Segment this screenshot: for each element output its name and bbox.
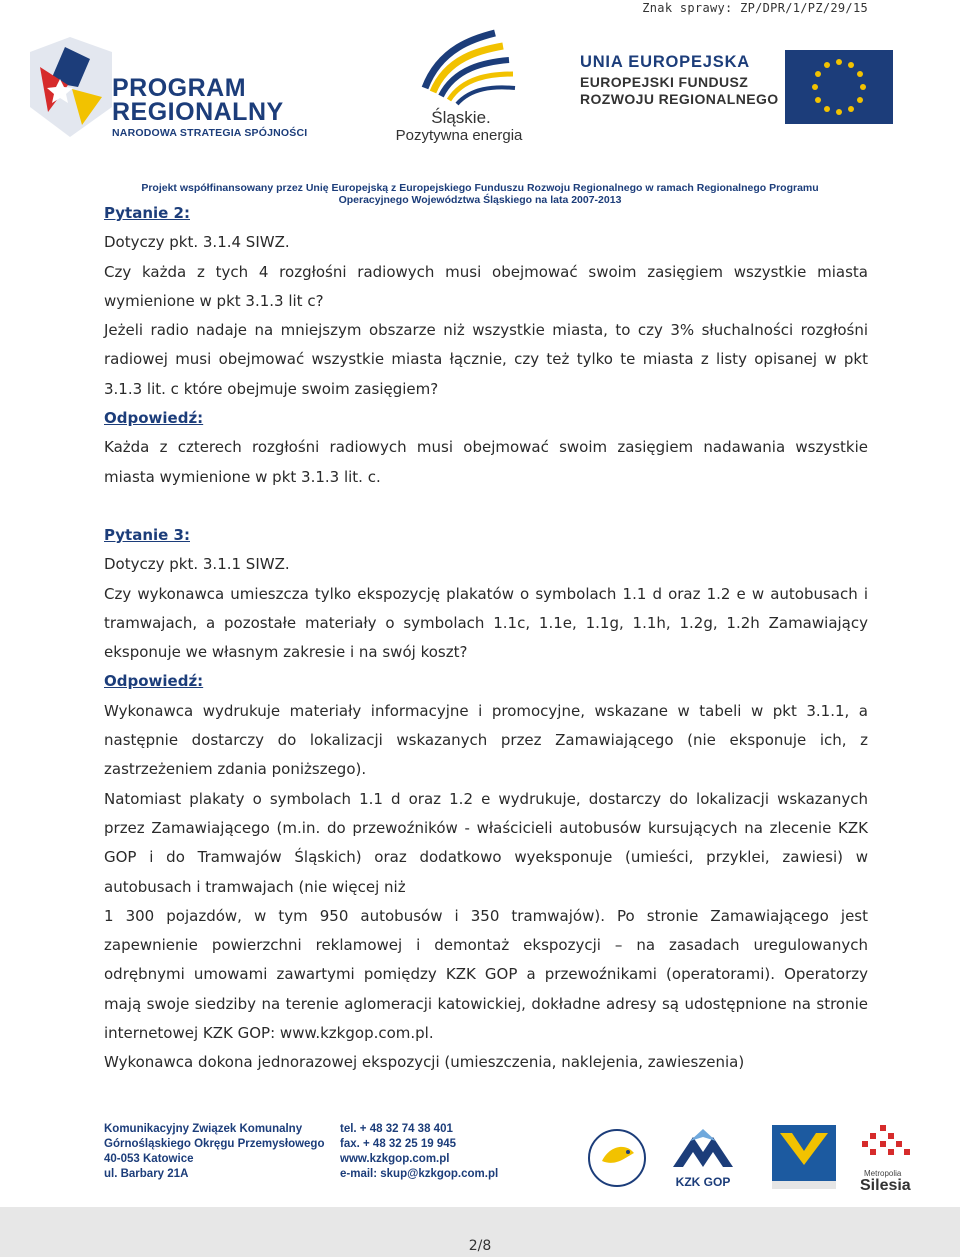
- q3-answer-p2b: 1 300 pojazdów, w tym 950 autobusów i 350 tramwajów). Po stronie Zamawiającego jest zapewnienie powierzchni reklamowej i demontaż ekspozycji – na zasadach uregulowanych odrębnymi umowami zawartymi pomiędzy KZK GOP a przewoźnikami (operatorami). Operatorzy mają swoje siedziby na terenie aglomeracji katowickiej, dokładne adresy są udostępnione na stronie internetowej KZK GOP: www.kzkgop.com.pl.: [104, 906, 868, 1043]
- org-city: 40-053 Katowice: [104, 1153, 194, 1165]
- eu-flag-icon: [785, 50, 893, 124]
- slaskie-wave-icon: [385, 28, 535, 108]
- q2-question-p2: Jeżeli radio nadaje na mniejszym obszarze niż wszystkie miasta, to czy 3% słuchalności rozgłośni radiowej musi obejmować wszystkie miasta łącznie, czy też tylko te miasta z listy opisanej w pkt 3.1.3 lit. c które obejmuje swoim zasięgiem?: [104, 321, 868, 398]
- fax: fax. + 48 32 25 19 945: [340, 1138, 457, 1150]
- kzk-gop-logo: [668, 1127, 738, 1189]
- po-subtitle: NARODOWA STRATEGIA SPÓJNOŚCI: [112, 127, 308, 139]
- q2-answer: Każda z czterech rozgłośni radiowych musi obejmować swoim zasięgiem nadawania wszystkie miasta wymienione w pkt 3.1.3 lit. c.: [104, 438, 868, 486]
- program-regionalny-logo: [30, 42, 330, 142]
- metropolia-silesia-logo: [850, 1125, 920, 1195]
- eu-fund-line1: EUROPEJSKI FUNDUSZ: [580, 74, 749, 90]
- website-link[interactable]: www.kzkgop.com.pl: [340, 1153, 450, 1165]
- org-name-2: Górnośląskiego Okręgu Przemysłowego: [104, 1138, 325, 1150]
- po-title-1: PROGRAM: [112, 74, 247, 102]
- page-number: 2/8: [468, 1238, 492, 1254]
- metropolia-grid-icon: [860, 1125, 910, 1165]
- cofunding-line-2: Operacyjnego Województwa Śląskiego na lata 2007-2013: [338, 194, 622, 206]
- kzk-address: [104, 1122, 324, 1182]
- kzk-gop-icon: [668, 1127, 738, 1169]
- slaskie-logo: [380, 28, 540, 143]
- slaska-karta-logo: [582, 1123, 652, 1193]
- cofunding-line-1: Projekt współfinansowany przez Unię Europejską z Europejskiego Funduszu Rozwoju Regionalnego w ramach Regionalnego Programu: [141, 182, 819, 194]
- q3-answer-p2a: Natomiast plakaty o symbolach 1.1 d oraz 1.2 e wydrukuje, dostarczy do lokalizacji wskazanych przez Zamawiającego (m.in. do przewoźników - właścicieli autobusów kursujących na zlecenie KZK GOP i do Tramwajów Śląskich) oraz dodatkowo wyeksponuje (umieści, przyklei, zawiesi) w autobusach i tramwajach (nie więcej niż: [104, 789, 868, 896]
- page-header: [0, 20, 960, 206]
- phone: tel. + 48 32 74 38 401: [340, 1123, 453, 1135]
- silesia-label: Silesia: [860, 1177, 911, 1194]
- page-footer: [0, 1115, 960, 1215]
- eu-title: UNIA EUROPEJSKA: [580, 53, 750, 71]
- q2-heading: Pytanie 2:: [104, 204, 190, 222]
- po-title-2: REGIONALNY: [112, 98, 284, 126]
- eu-fund-line2: ROZWOJU REGIONALNEGO: [580, 91, 779, 107]
- kzk-gop-logo-text: KZK GOP: [675, 1175, 731, 1189]
- q3-reference: Dotyczy pkt. 3.1.1 SIWZ.: [104, 555, 290, 574]
- org-street: ul. Barbary 21A: [104, 1168, 189, 1180]
- case-reference: Znak sprawy: ZP/DPR/1/PZ/29/15: [642, 1, 868, 15]
- q3-heading: Pytanie 3:: [104, 525, 190, 544]
- q3-answer-p3: Wykonawca dokona jednorazowej ekspozycji (umieszczenia, naklejenia, zawieszenia): [104, 1053, 745, 1072]
- q3-answer-p1: Wykonawca wydrukuje materiały informacyjne i promocyjne, wskazane w tabeli w pkt 3.1.1, a następnie dostarczy do lokalizacji wskazanych przez Zamawiającego (nie eksponuje ich, z zastrzeżeniem zdania poniższego).: [104, 701, 868, 779]
- org-name-1: Komunikacyjny Związek Komunalny: [104, 1123, 303, 1135]
- kzk-contact: [340, 1122, 498, 1182]
- q2-reference: Dotyczy pkt. 3.1.4 SIWZ.: [104, 233, 290, 252]
- q3-question: Czy wykonawca umieszcza tylko ekspozycję plakatów o symbolach 1.1 d oraz 1.2 e w autobusach i tramwajach, a pozostałe materiały o symbolach 1.1c, 1.1e, 1.1g, 1.1h, 1.2g, 1.2h Zamawiający eksponuje we własnym zakresie i na swój koszt?: [104, 584, 868, 662]
- q2-answer-heading: Odpowiedź:: [104, 409, 204, 428]
- slaskie-tagline: Pozytywna energia: [395, 127, 523, 144]
- eu-logo: [580, 50, 910, 130]
- q3-answer-heading: Odpowiedź:: [104, 672, 204, 691]
- q2-question-p1: Czy każda z tych 4 rozgłośni radiowych musi obejmować swoim zasięgiem wszystkie miasta wymienione w pkt 3.1.3 lit c?: [104, 262, 868, 310]
- document-body: [104, 199, 868, 1078]
- slaskie-name: Śląskie.: [431, 108, 491, 127]
- email-link[interactable]: e-mail: skup@kzkgop.com.pl: [340, 1168, 499, 1180]
- nss-star-icon: [30, 37, 112, 137]
- metropolia-label: Metropolia: [864, 1169, 902, 1178]
- gzm-association-logo: [772, 1125, 836, 1189]
